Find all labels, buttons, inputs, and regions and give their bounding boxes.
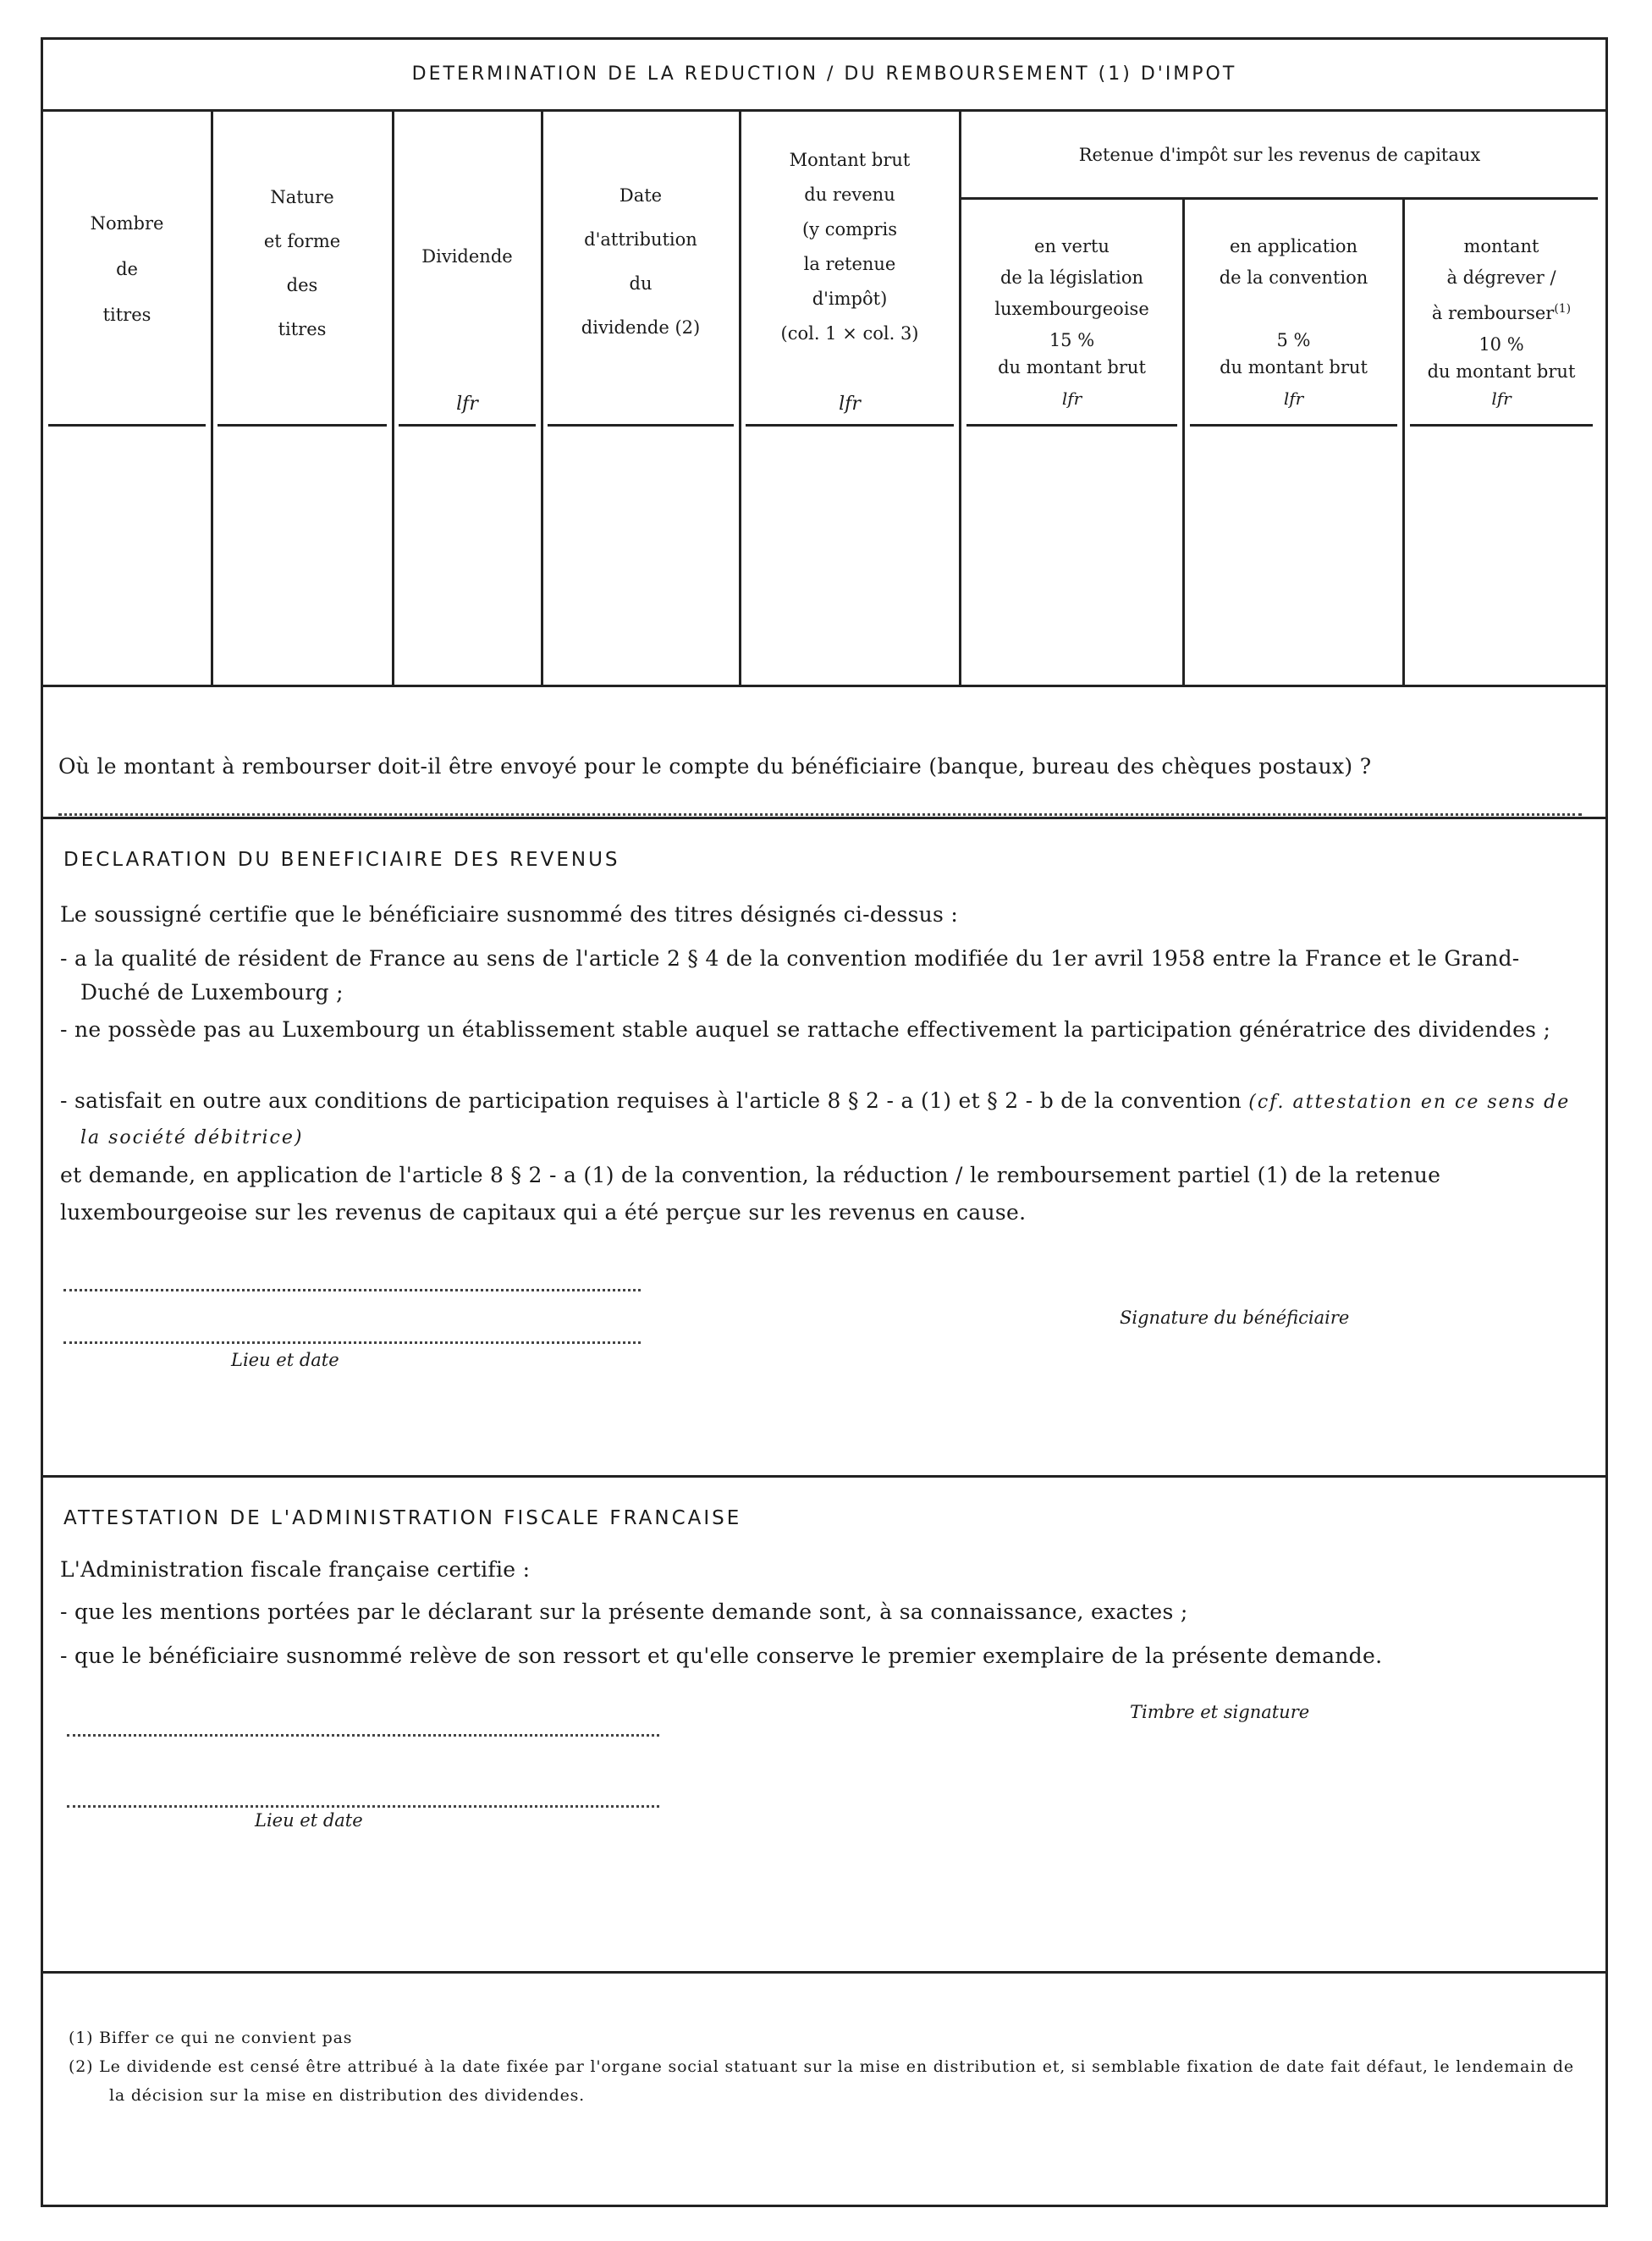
header-underline — [1410, 424, 1593, 427]
header-underline — [48, 424, 206, 427]
divider — [43, 817, 1605, 819]
header-text: 15 % — [1049, 330, 1095, 350]
header-text: Montant brut — [789, 150, 911, 170]
place-date-label: Lieu et date — [231, 1350, 339, 1370]
header-montant-brut — [741, 143, 959, 351]
header-date-attribution — [542, 173, 739, 350]
table-title: DETERMINATION DE LA REDUCTION / DU REMBOURSEMENT (1) D'IMPOT — [411, 63, 1237, 85]
declaration-intro: Le soussigné certifie que le bénéficiaire susnommé des titres désignés ci-dessus : — [60, 902, 959, 927]
declaration-place-date-field[interactable] — [63, 1341, 641, 1344]
header-underline — [218, 424, 387, 427]
header-underline — [548, 424, 734, 427]
declaration-bullet-residence: - a la qualité de résident de France au sens de l'article 2 § 4 de la convention modifiée du 1er avril 1958 entre la France et le Grand-Duché de Luxembourg ; — [60, 946, 1520, 1005]
signature-label: Signature du bénéficiaire — [1120, 1308, 1350, 1328]
footnote-1: (1) Biffer ce qui ne convient pas — [69, 2029, 353, 2047]
header-text: la retenue — [803, 254, 896, 274]
declaration-title: DECLARATION DU BENEFICIAIRE DES REVENUS — [63, 849, 620, 871]
header-text: et forme — [263, 231, 341, 251]
header-underline — [399, 424, 536, 427]
header-nombre-de-titres — [43, 201, 211, 338]
attestation-place-date-field[interactable] — [67, 1805, 659, 1808]
header-underline — [1190, 424, 1397, 427]
header-text: à rembourser — [1431, 303, 1555, 323]
header-text: de la convention — [1219, 267, 1368, 288]
attestation-title: ATTESTATION DE L'ADMINISTRATION FISCALE FRANCAISE — [63, 1507, 742, 1529]
header-text: Nature — [270, 187, 334, 207]
header-nature-forme — [212, 175, 392, 351]
header-convention-5 — [1185, 231, 1402, 378]
header-text: du — [629, 273, 653, 294]
unit-label: lfr — [1283, 388, 1304, 409]
bullet-text: - satisfait en outre aux conditions de participation requises à l'article 8 § 2 - a (1) et § 2 - b de la convention — [60, 1088, 1242, 1113]
header-legislation-15 — [961, 231, 1182, 378]
unit-label: lfr — [839, 394, 861, 415]
attestation-signature-line[interactable] — [67, 1734, 659, 1737]
header-text: de la législation — [999, 267, 1144, 288]
header-retenue-impot: Retenue d'impôt sur les revenus de capitaux — [1078, 145, 1481, 165]
header-text: du montant brut — [1427, 361, 1576, 382]
divider — [43, 109, 1605, 112]
place-date-label: Lieu et date — [255, 1810, 363, 1831]
header-text: titres — [278, 319, 327, 339]
attestation-bullet-jurisdiction: - que le bénéficiaire susnommé relève de son ressort et qu'elle conserve le premier exemplaire de la présente demande. — [60, 1644, 1383, 1668]
unit-label: lfr — [1061, 388, 1082, 409]
header-text: montant — [1463, 236, 1539, 256]
group-divider — [961, 197, 1598, 200]
spacer — [1185, 294, 1402, 325]
attestation-intro: L'Administration fiscale française certifie : — [60, 1557, 531, 1582]
divider — [43, 685, 1605, 687]
header-text: en application — [1229, 236, 1358, 256]
header-text: luxembourgeoise — [994, 299, 1149, 319]
unit-label: lfr — [456, 394, 478, 415]
header-text: du revenu — [804, 184, 895, 205]
header-text: 10 % — [1479, 334, 1524, 355]
declaration-request: et demande, en application de l'article 8 § 2 - a (1) de la convention, la réduction / le remboursement partiel (1) de la retenue luxembourgeoise sur les revenus de capitaux qui a été perçue sur les revenus en cause. — [60, 1163, 1441, 1225]
divider — [43, 1475, 1605, 1478]
header-underline — [746, 424, 954, 427]
header-text: à dégrever / — [1446, 267, 1556, 288]
header-text: de — [116, 259, 138, 279]
header-text: 5 % — [1276, 330, 1311, 350]
declaration-signature-line[interactable] — [63, 1289, 641, 1291]
header-text: dividende (2) — [581, 317, 701, 338]
send-to-field[interactable] — [58, 813, 1582, 816]
header-text: en vertu — [1034, 236, 1110, 256]
header-text — [1405, 294, 1598, 329]
header-text: (y compris — [801, 219, 898, 240]
header-text: des — [286, 275, 318, 295]
header-text: Date — [619, 185, 663, 206]
header-dividende: Dividende — [421, 246, 513, 267]
divider — [43, 1971, 1605, 1974]
unit-label: lfr — [1491, 388, 1512, 409]
footnote-2: (2) Le dividende est censé être attribué à la date fixée par l'organe social statuant sur la mise en distribution et, si semblable fixation de date fait défaut, le lendemain de la décision sur la mise en distribution des dividendes. — [69, 2057, 1574, 2105]
declaration-bullet-establishment: - ne possède pas au Luxembourg un établissement stable auquel se rattache effectivement la participation génératrice des dividendes ; — [60, 1017, 1551, 1042]
stamp-signature-label: Timbre et signature — [1130, 1702, 1310, 1722]
header-text: du montant brut — [1220, 357, 1368, 377]
tax-refund-form — [41, 37, 1608, 2207]
send-to-question: Où le montant à rembourser doit-il être envoyé pour le compte du bénéficiaire (banque, bureau des chèques postaux) ? — [58, 754, 1372, 779]
footnote-ref: (1) — [1554, 302, 1572, 316]
header-text: du montant brut — [998, 357, 1146, 377]
header-text: Nombre — [90, 213, 164, 234]
header-underline — [966, 424, 1177, 427]
bullet-italic-text: (cf. attestation en ce sens de la société débitrice) — [80, 1092, 1571, 1148]
header-text: titres — [102, 305, 151, 325]
header-rembourser-10 — [1405, 231, 1598, 383]
header-text: (col. 1 × col. 3) — [780, 323, 919, 344]
declaration-bullet-participation — [60, 1084, 1575, 1155]
header-text: d'attribution — [584, 229, 697, 250]
header-text: d'impôt) — [812, 289, 888, 309]
attestation-bullet-accuracy: - que les mentions portées par le déclarant sur la présente demande sont, à sa connaissance, exactes ; — [60, 1600, 1188, 1624]
